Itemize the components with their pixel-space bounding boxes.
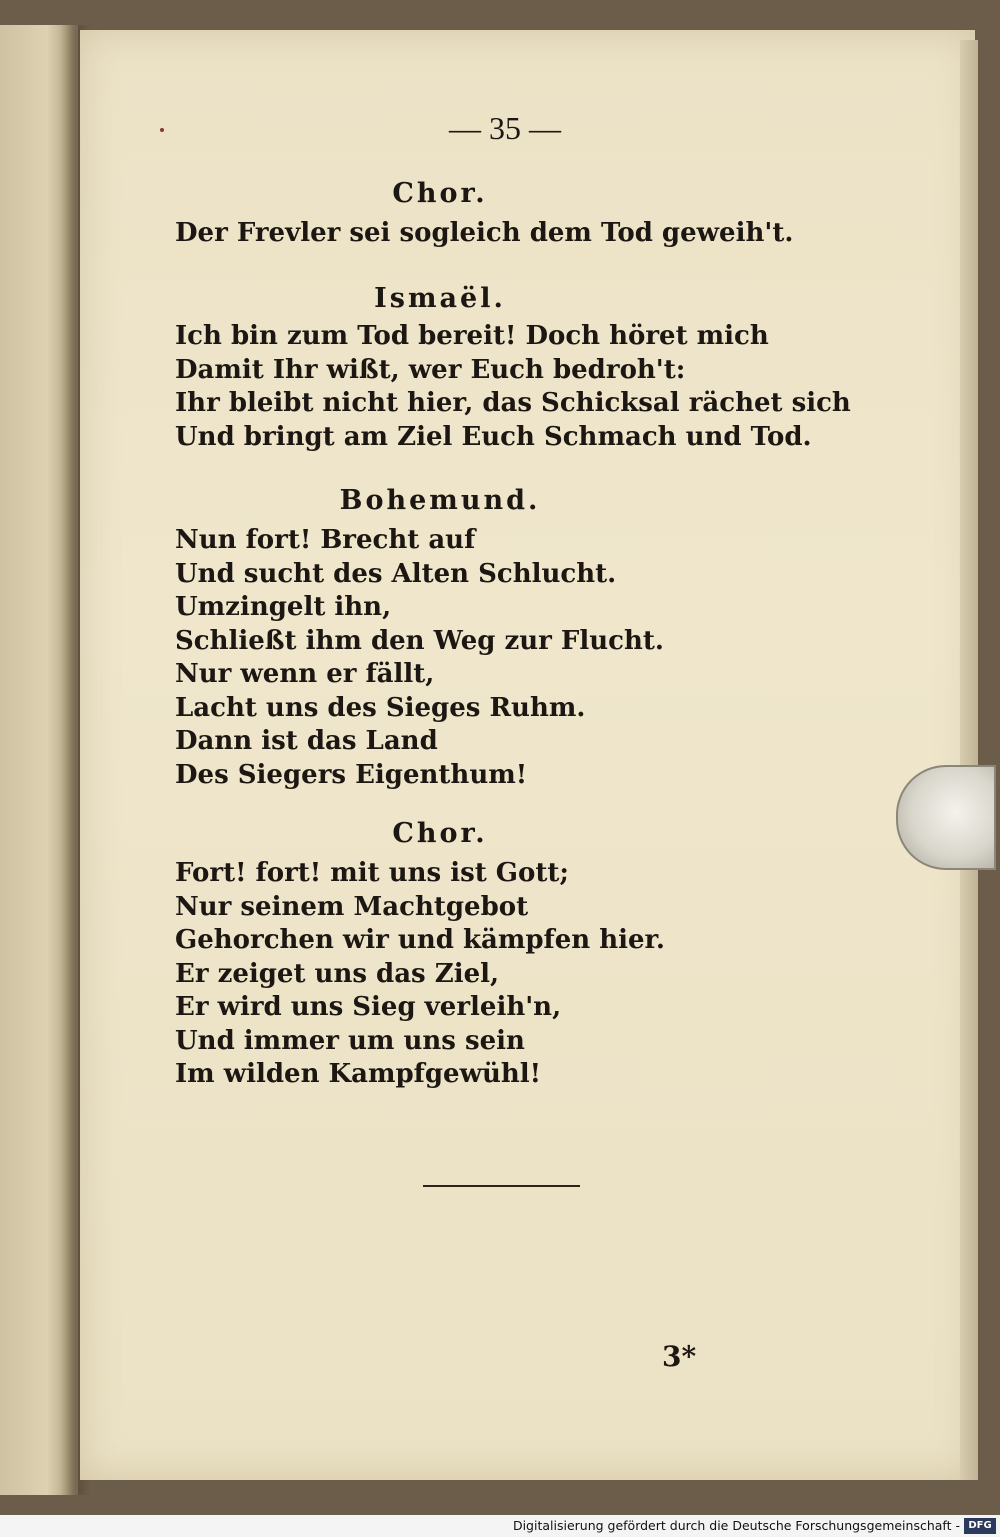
verse-line: Des Siegers Eigenthum! <box>175 759 528 790</box>
verse-line: Nur wenn er fällt, <box>175 659 435 689</box>
section-chor-2 <box>175 818 875 1092</box>
digitization-footer <box>0 1515 1000 1537</box>
verse-line: Und immer um uns sein <box>175 1025 525 1056</box>
verse-line: Gehorchen wir und kämpfen hier. <box>175 925 665 955</box>
verse-line: Fort! fort! mit uns ist Gott; <box>175 858 569 888</box>
verse-line: Damit Ihr wißt, wer Euch bedroh't: <box>175 354 686 385</box>
signature-mark: 3* <box>662 1340 697 1373</box>
verse-line: Schließt ihm den Weg zur Flucht. <box>175 625 664 656</box>
section-chor-1 <box>175 178 875 251</box>
section-bohemund <box>175 485 875 792</box>
verse-line: Nun fort! Brecht auf <box>175 525 476 555</box>
verse-line: Ihr bleibt nicht hier, das Schicksal rächet sich <box>175 388 851 418</box>
verse-line: Und bringt am Ziel Euch Schmach und Tod. <box>175 421 812 452</box>
closing-rule <box>423 1185 580 1187</box>
verse-line: Er zeiget uns das Ziel, <box>175 958 500 989</box>
footer-credit: Digitalisierung gefördert durch die Deutsche Forschungsgemeinschaft - <box>512 1518 960 1533</box>
speaker-name: Bohemund. <box>339 485 541 516</box>
verse-line: Ich bin zum Tod bereit! Doch höret mich <box>175 321 769 351</box>
verse-line: Umzingelt ihn, <box>175 592 392 622</box>
speaker-name: Chor. <box>392 178 488 209</box>
verse-line: Im wilden Kampfgewühl! <box>175 1059 542 1089</box>
dfg-logo-icon: DFG <box>964 1518 996 1534</box>
speaker-name: Chor. <box>392 818 488 849</box>
verse-line: Und sucht des Alten Schlucht. <box>175 558 617 589</box>
page-number: — 35 — <box>449 110 561 146</box>
verse-line: Er wird uns Sieg verleih'n, <box>175 992 562 1022</box>
section-ismael <box>175 283 875 454</box>
verse-line: Dann ist das Land <box>175 726 438 756</box>
verse-line: Der Frevler sei sogleich dem Tod geweih't. <box>175 218 794 248</box>
verse-line: Lacht uns des Sieges Ruhm. <box>175 692 586 723</box>
speaker-name: Ismaël. <box>374 283 506 314</box>
verse-line: Nur seinem Machtgebot <box>175 891 529 922</box>
